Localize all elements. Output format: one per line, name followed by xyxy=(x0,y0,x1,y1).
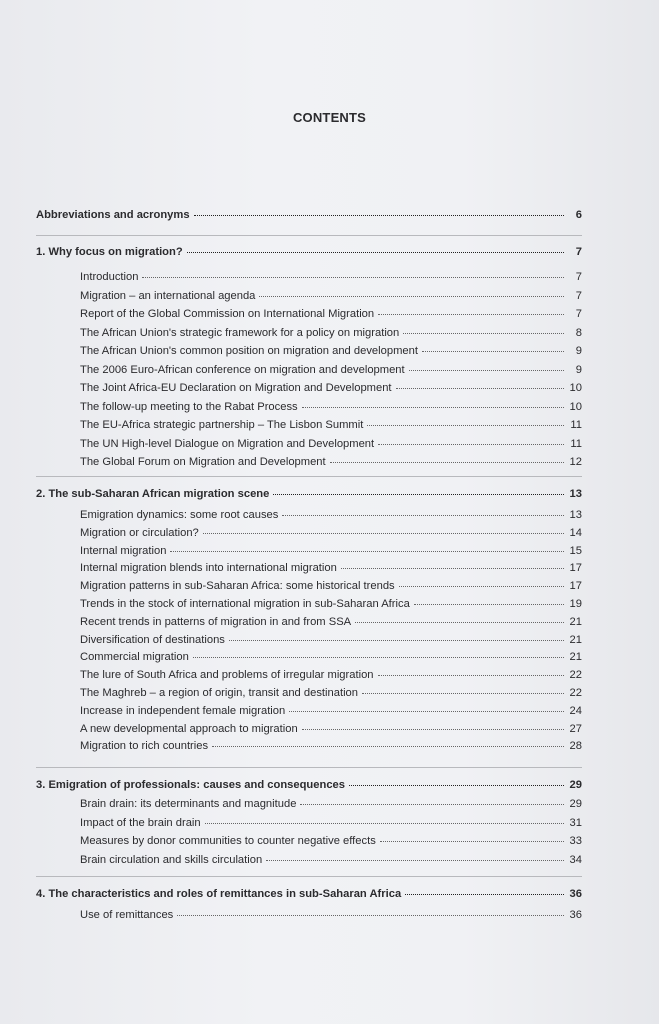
toc-page-number: 9 xyxy=(575,363,582,376)
toc-entry-label: The Global Forum on Migration and Development xyxy=(80,456,326,468)
toc-page-number: 27 xyxy=(569,722,582,735)
section-divider xyxy=(36,767,582,768)
dot-leader xyxy=(399,586,564,587)
toc-entry[interactable] xyxy=(80,544,582,558)
toc-entry-label: Recent trends in patterns of migration in and from SSA xyxy=(80,615,352,628)
toc-section-heading[interactable] xyxy=(36,245,582,259)
toc-page-number: 13 xyxy=(569,488,582,500)
dot-leader xyxy=(330,462,564,463)
toc-entry[interactable] xyxy=(80,561,582,575)
dot-leader xyxy=(193,657,564,658)
dot-leader xyxy=(396,388,564,389)
section-divider xyxy=(36,476,582,477)
toc-page-number: 11 xyxy=(570,419,582,431)
dot-leader xyxy=(300,804,564,805)
dot-leader xyxy=(229,640,564,641)
toc-page-number: 17 xyxy=(569,580,582,593)
dot-leader xyxy=(302,729,564,730)
toc-entry-label: Migration to rich countries xyxy=(80,740,209,753)
toc-entry-label: Report of the Global Commission on International Migration xyxy=(80,308,375,320)
toc-entry-label: 4. The characteristics and roles of remittances in sub-Saharan Africa xyxy=(36,888,402,900)
dot-leader xyxy=(355,622,564,623)
toc-entry[interactable] xyxy=(80,508,582,522)
toc-entry-label: Migration or circulation? xyxy=(80,526,199,539)
toc-entry-label: Increase in independent female migration xyxy=(80,704,286,717)
toc-page-number: 24 xyxy=(569,704,582,717)
toc-page-number: 36 xyxy=(569,888,582,900)
toc-section-heading[interactable] xyxy=(36,208,582,222)
dot-leader xyxy=(367,425,564,426)
dot-leader xyxy=(349,785,564,786)
toc-entry-label: Measures by donor communities to counter negative effects xyxy=(80,835,376,847)
section-divider xyxy=(36,876,582,877)
dot-leader xyxy=(414,604,564,605)
toc-entry-label: Commercial migration xyxy=(80,651,189,664)
toc-entry-label: Internal migration xyxy=(80,544,167,557)
toc-entry-label: The African Union's strategic framework for a policy on migration xyxy=(80,326,400,339)
dot-leader xyxy=(378,444,564,445)
toc-entry-label: The 2006 Euro-African conference on migration and development xyxy=(80,363,405,376)
dot-leader xyxy=(380,841,564,842)
toc-entry[interactable] xyxy=(80,307,582,321)
dot-leader xyxy=(259,296,564,297)
dot-leader xyxy=(403,333,564,334)
toc-entry-label: Emigration dynamics: some root causes xyxy=(80,509,279,521)
toc-page-number: 28 xyxy=(569,740,582,753)
toc-entry-label: Abbreviations and acronyms xyxy=(36,209,190,221)
toc-entry[interactable] xyxy=(80,289,582,303)
dot-leader xyxy=(170,551,564,552)
toc-page-number: 29 xyxy=(569,779,582,791)
toc-page-number: 7 xyxy=(575,308,582,320)
toc-page-number: 14 xyxy=(569,526,582,539)
dot-leader xyxy=(194,215,564,216)
toc-entry[interactable] xyxy=(80,615,582,629)
dot-leader xyxy=(302,407,564,408)
toc-entry-label: The Joint Africa-EU Declaration on Migration and Development xyxy=(80,382,392,394)
toc-entry-label: The UN High-level Dialogue on Migration and Development xyxy=(80,437,375,450)
toc-page-number: 9 xyxy=(575,345,582,357)
dot-leader xyxy=(409,370,564,371)
dot-leader xyxy=(378,314,564,315)
toc-entry[interactable] xyxy=(80,650,582,664)
dot-leader xyxy=(142,277,564,278)
toc-entry[interactable] xyxy=(80,797,582,811)
dot-leader xyxy=(212,746,564,747)
toc-entry-label: The lure of South Africa and problems of irregular migration xyxy=(80,669,374,682)
toc-entry[interactable] xyxy=(80,704,582,718)
toc-page-number: 33 xyxy=(569,835,582,847)
toc-page-number: 36 xyxy=(569,909,582,921)
toc-entry-label: Impact of the brain drain xyxy=(80,816,201,829)
toc-page-number: 29 xyxy=(569,798,582,810)
toc-entry[interactable] xyxy=(80,668,582,682)
toc-entry-label: A new developmental approach to migration xyxy=(80,722,298,735)
toc-page-number: 21 xyxy=(569,633,582,646)
toc-entry-label: 2. The sub-Saharan African migration scene xyxy=(36,488,270,500)
dot-leader xyxy=(378,675,564,676)
toc-page-number: 17 xyxy=(569,562,582,575)
toc-page-number: 8 xyxy=(575,326,582,339)
toc-page-number: 21 xyxy=(569,615,582,628)
toc-entry[interactable] xyxy=(80,326,582,340)
dot-leader xyxy=(266,860,564,861)
dot-leader xyxy=(273,494,564,495)
toc-page-number: 10 xyxy=(569,400,582,413)
dot-leader xyxy=(289,711,564,712)
toc-entry-label: Use of remittances xyxy=(80,909,174,921)
toc-entry-label: Diversification of destinations xyxy=(80,633,225,646)
toc-page-number: 7 xyxy=(575,289,582,302)
toc-entry[interactable] xyxy=(80,834,582,848)
toc-page-number: 22 xyxy=(569,669,582,682)
toc-entry-label: Trends in the stock of international migration in sub-Saharan Africa xyxy=(80,598,410,610)
dot-leader xyxy=(422,351,564,352)
toc-entry-label: Brain circulation and skills circulation xyxy=(80,853,263,866)
toc-entry-label: 1. Why focus on migration? xyxy=(36,246,183,258)
toc-entry-label: The Maghreb – a region of origin, transit and destination xyxy=(80,687,358,699)
toc-page-number: 22 xyxy=(569,687,582,699)
toc-entry[interactable] xyxy=(80,816,582,830)
toc-entry-label: The EU-Africa strategic partnership – The Lisbon Summit xyxy=(80,419,364,431)
toc-entry[interactable] xyxy=(80,363,582,377)
toc-entry[interactable] xyxy=(80,853,582,867)
dot-leader xyxy=(341,568,564,569)
toc-page-number: 12 xyxy=(569,456,582,468)
toc-entry[interactable] xyxy=(80,579,582,593)
toc-entry-label: 3. Emigration of professionals: causes and consequences xyxy=(36,779,345,791)
toc-entry[interactable] xyxy=(80,437,582,451)
toc-section-heading[interactable] xyxy=(36,487,582,501)
toc-entry-label: The African Union's common position on migration and development xyxy=(80,345,418,357)
dot-leader xyxy=(282,515,564,516)
toc-entry-label: Migration – an international agenda xyxy=(80,289,256,302)
toc-page-number: 7 xyxy=(575,246,582,258)
toc-entry[interactable] xyxy=(80,908,582,922)
toc-page-number: 15 xyxy=(569,544,582,557)
toc-entry[interactable] xyxy=(80,686,582,700)
toc-entry[interactable] xyxy=(80,739,582,753)
toc-entry[interactable] xyxy=(80,344,582,358)
toc-entry[interactable] xyxy=(80,418,582,432)
toc-entry[interactable] xyxy=(80,270,582,284)
toc-entry[interactable] xyxy=(80,526,582,540)
toc-entry[interactable] xyxy=(80,381,582,395)
dot-leader xyxy=(205,823,564,824)
toc-entry[interactable] xyxy=(80,633,582,647)
toc-page-number: 13 xyxy=(569,509,582,521)
toc-page-number: 34 xyxy=(569,853,582,866)
dot-leader xyxy=(187,252,564,253)
toc-page-number: 21 xyxy=(569,651,582,664)
toc-page-number: 10 xyxy=(569,382,582,394)
toc-entry[interactable] xyxy=(80,455,582,469)
dot-leader xyxy=(405,894,564,895)
toc-entry-label: Internal migration blends into international migration xyxy=(80,562,337,575)
toc-entry[interactable] xyxy=(80,722,582,736)
toc-page-number: 7 xyxy=(575,271,582,283)
toc-entry-label: The follow-up meeting to the Rabat Process xyxy=(80,400,298,413)
toc-page-number: 6 xyxy=(575,209,582,221)
toc-entry-label: Brain drain: its determinants and magnitude xyxy=(80,798,297,810)
section-divider xyxy=(36,235,582,236)
toc-page-number: 19 xyxy=(569,598,582,610)
toc-page-number: 31 xyxy=(569,816,582,829)
toc-entry[interactable] xyxy=(80,597,582,611)
dot-leader xyxy=(362,693,564,694)
dot-leader xyxy=(203,533,564,534)
dot-leader xyxy=(177,915,564,916)
toc-entry[interactable] xyxy=(80,400,582,414)
toc-entry-label: Migration patterns in sub-Saharan Africa: some historical trends xyxy=(80,580,395,593)
toc-entry-label: Introduction xyxy=(80,271,139,283)
toc-page-number: 11 xyxy=(570,437,582,450)
toc-section-heading[interactable] xyxy=(36,778,582,792)
toc-section-heading[interactable] xyxy=(36,887,582,901)
contents-title: CONTENTS xyxy=(292,110,367,125)
